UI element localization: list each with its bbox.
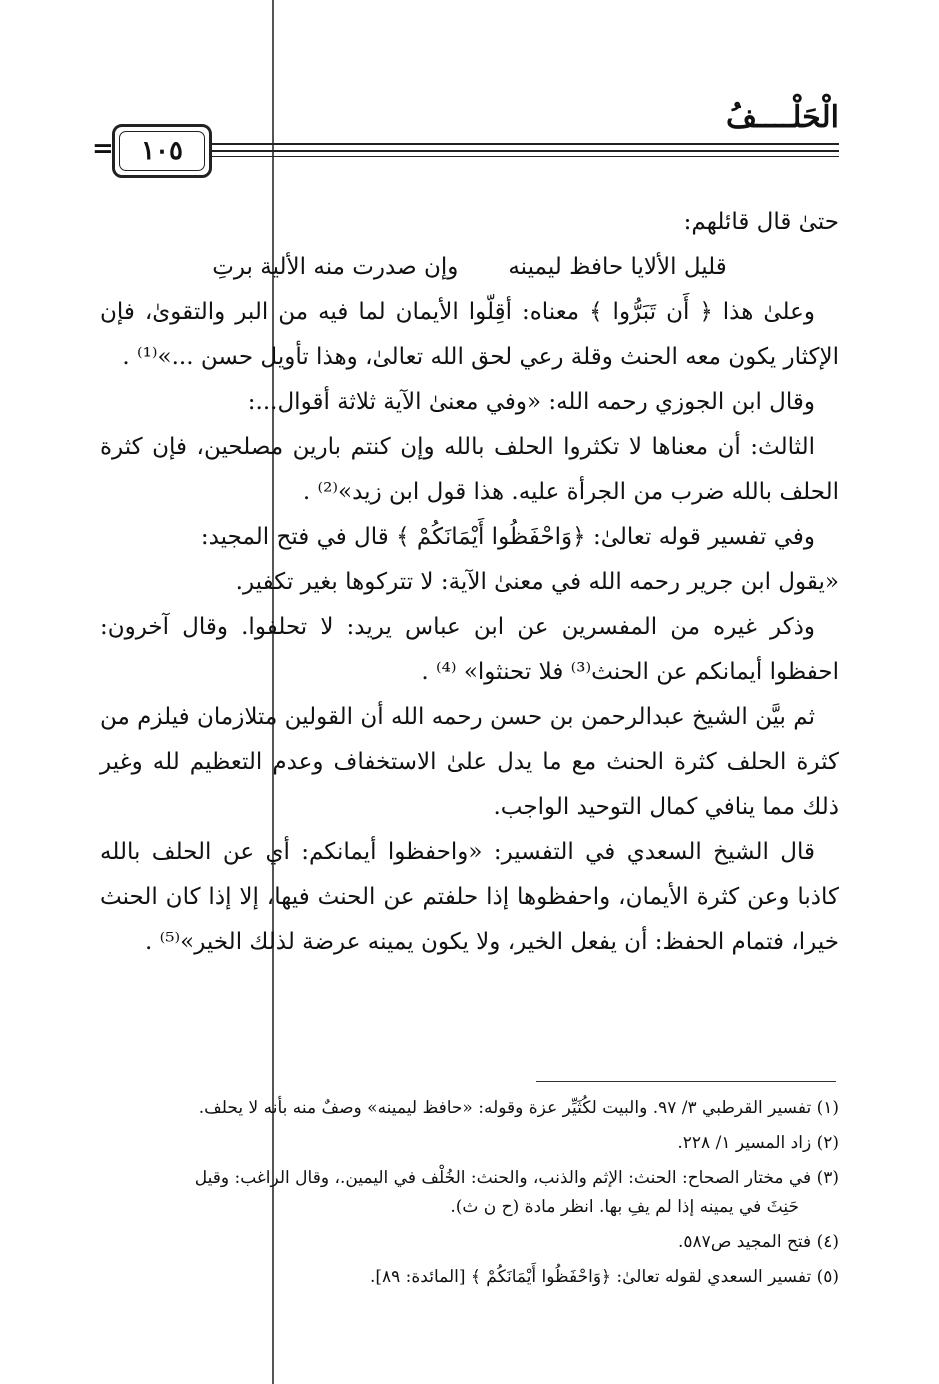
footnote-4: (٤) فتح المجيد ص٥٨٧. xyxy=(678,1232,839,1252)
header-equals-mark: = xyxy=(92,134,114,164)
paragraph: قال الشيخ السعدي في التفسير: «واحفظوا أيمانكم: أي عن الحلف بالله كاذبا وعن كثرة الأيمان، واحفظوها إذا حلفتم عن الحنث فيها، إلا إذا كان الحنث خيرا، فتمام الحفظ: أن يفعل الخير، ولا يكون يمينه عرضة لذلك الخير»⁽⁵⁾ . xyxy=(100,839,839,955)
footnote-1: (١) تفسير القرطبي ٣/ ٩٧. والبيت لكُثَيِّر عزة وقوله: «حافظ ليمينه» وصفٌ منه بأنه لا يحلف. xyxy=(198,1098,839,1118)
footnote-2: (٢) زاد المسير ١/ ٢٢٨. xyxy=(677,1133,839,1153)
paragraph: وقال ابن الجوزي رحمه الله: «وفي معنىٰ الآية ثلاثة أقوال...: xyxy=(247,389,815,415)
verse-hemistich-second: وإن صدرت منه الألية برتِ xyxy=(212,254,459,280)
footnote-3: (٣) في مختار الصحاح: الحنث: الإثم والذنب، والحنث: الخُلْف في اليمين.، وقال الراغب: وقيل xyxy=(194,1168,839,1188)
paragraph: وذكر غيره من المفسرين عن ابن عباس يريد: لا تحلفوا. وقال آخرون: احفظوا أيمانكم عن الحنث⁽³⁾ فلا تحنثوا» ⁽⁴⁾ . xyxy=(100,614,839,685)
footnote-5: (٥) تفسير السعدي لقوله تعالىٰ: ﴿وَاحْفَظُوا أَيْمَانَكُمْ ﴾ [المائدة: ٨٩]. xyxy=(369,1267,839,1287)
header-rule xyxy=(210,143,839,145)
paragraph: الثالث: أن معناها لا تكثروا الحلف بالله وإن كنتم بارين مصلحين، فإن كثرة الحلف بالله ضرب من الجرأة عليه. هذا قول ابن زيد»⁽²⁾ . xyxy=(100,434,839,505)
footnote-3-continued: حَنِثَ في يمينه إذا لم يفِ بها. انظر مادة (ح ن ث). xyxy=(450,1197,799,1217)
header-rule xyxy=(210,156,839,157)
paragraph: ثم بيَّن الشيخ عبدالرحمن بن حسن رحمه الله أن القولين متلازمان فيلزم من كثرة الحلف كثرة الحنث مع ما يدل علىٰ الاستخفاف وعدم التعظيم لله وغير ذلك مما ينافي كمال التوحيد الواجب. xyxy=(100,704,839,820)
page-number: ١٠٥ xyxy=(119,131,205,171)
footnote-separator xyxy=(536,1081,836,1082)
verse-hemistich-first: قليل الألايا حافظ ليمينه xyxy=(508,254,727,280)
paragraph: وفي تفسير قوله تعالىٰ: ﴿وَاحْفَظُوا أَيْمَانَكُمْ ﴾ قال في فتح المجيد: xyxy=(200,524,815,550)
header-rule xyxy=(210,150,839,152)
body-text xyxy=(100,200,839,965)
paragraph: وعلىٰ هذا ﴿ أَن تَبَرُّوا ﴾ معناه: أقِلّوا الأيمان لما فيه من البر والتقوىٰ، فإن الإكثار يكون معه الحنث وقلة رعي لحق الله تعالىٰ، وهذا تأويل حسن ...»⁽¹⁾ . xyxy=(100,299,839,370)
page-number-box xyxy=(112,124,212,178)
poetry-verse xyxy=(100,245,839,290)
chapter-title: الْحَلْــــفُ xyxy=(726,100,839,135)
paragraph: حتىٰ قال قائلهم: xyxy=(683,209,839,235)
paragraph: «يقول ابن جرير رحمه الله في معنىٰ الآية: لا تتركوها بغير تكفير. xyxy=(235,569,839,595)
footnotes xyxy=(100,1094,839,1298)
